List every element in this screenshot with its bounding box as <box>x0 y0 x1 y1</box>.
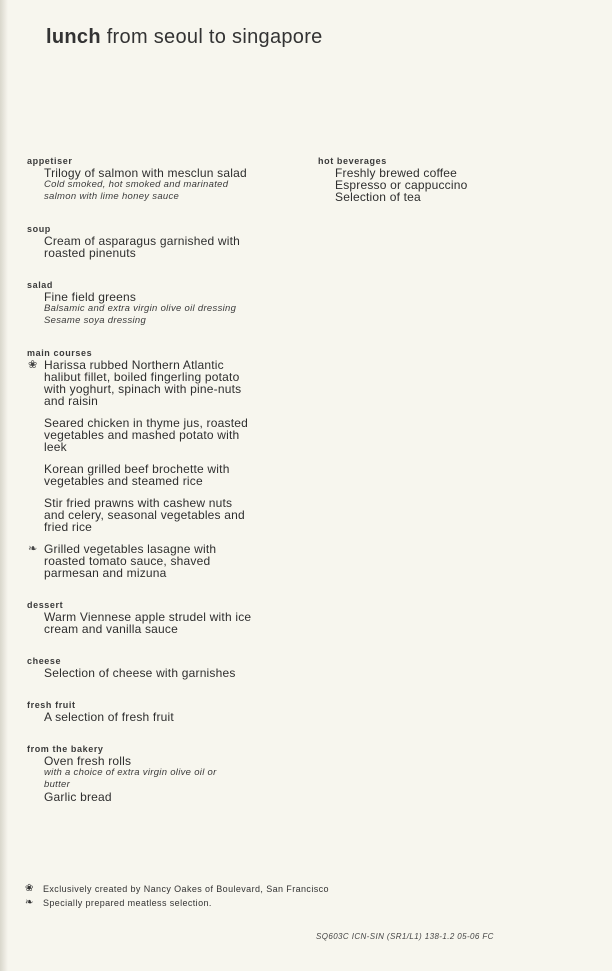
footnote <box>25 882 329 896</box>
section-items <box>27 711 312 723</box>
section-heading: dessert <box>27 600 64 610</box>
section-items <box>27 611 312 635</box>
dish-name: Selection of tea <box>335 190 421 204</box>
footnote <box>25 896 329 910</box>
menu-left-column <box>27 156 312 824</box>
section-heading: main courses <box>27 348 93 358</box>
dish-description: Balsamic and extra virgin olive oil dressing <box>44 303 237 314</box>
dish-name: Freshly brewed coffee <box>335 166 458 180</box>
dish-name: Trilogy of salmon with mesclun salad <box>44 166 247 180</box>
section-items <box>27 667 312 679</box>
section-heading: from the bakery <box>27 744 104 754</box>
dish-name: Fine field greens <box>44 290 137 304</box>
footnotes <box>25 882 329 910</box>
section-heading: cheese <box>27 656 62 666</box>
menu-item <box>44 463 312 487</box>
section-heading: hot beverages <box>318 156 387 166</box>
menu-title <box>46 26 323 49</box>
menu-item <box>44 417 312 453</box>
dish-name: Harissa rubbed Northern Atlantic <box>44 358 224 372</box>
section-items <box>27 291 312 327</box>
menu-section <box>27 744 312 803</box>
menu-item <box>44 497 312 533</box>
dish-name: roasted pinenuts <box>44 246 136 260</box>
menu-item <box>44 755 312 803</box>
dish-description: Sesame soya dressing <box>44 315 147 326</box>
menu-right-column <box>318 156 568 224</box>
menu-item <box>28 358 312 408</box>
section-items <box>318 167 568 203</box>
chef-icon: ❀ <box>25 883 34 894</box>
dish-name: A selection of fresh fruit <box>44 710 174 724</box>
section-items <box>27 359 312 579</box>
section-heading: salad <box>27 280 54 290</box>
menu-item <box>44 167 312 203</box>
section-items <box>27 755 312 803</box>
menu-section <box>318 156 568 203</box>
dish-name: Cream of asparagus garnished with <box>44 234 241 248</box>
leaf-icon: ❧ <box>25 897 34 908</box>
chef-icon: ❀ <box>28 359 38 371</box>
dish-name: leek <box>44 440 67 454</box>
leaf-icon: ❧ <box>28 543 38 555</box>
footnote-text: Specially prepared meatless selection. <box>43 898 212 908</box>
dish-description: salmon with lime honey sauce <box>44 191 180 202</box>
menu-section <box>27 600 312 635</box>
dish-name: Korean grilled beef brochette with <box>44 462 230 476</box>
dish-name: Grilled vegetables lasagne with <box>44 542 217 556</box>
menu-item <box>44 611 312 635</box>
menu-section <box>27 348 312 579</box>
menu-section <box>27 656 312 679</box>
dish-name: parmesan and mizuna <box>44 566 167 580</box>
dish-description: with a choice of extra virgin olive oil or <box>44 767 217 778</box>
dish-name: fried rice <box>44 520 93 534</box>
menu-code: SQ603C ICN-SIN (SR1/L1) 138-1.2 05-06 FC <box>316 932 494 941</box>
section-heading: soup <box>27 224 51 234</box>
menu-section <box>27 224 312 259</box>
section-heading: appetiser <box>27 156 73 166</box>
page-edge-shadow <box>0 0 8 971</box>
menu-item <box>44 667 312 679</box>
menu-item <box>335 167 568 203</box>
dish-name: Selection of cheese with garnishes <box>44 666 236 680</box>
dish-name: vegetables and steamed rice <box>44 474 203 488</box>
dish-name: Garlic bread <box>44 790 112 804</box>
dish-name: with yoghurt, spinach with pine-nuts <box>44 382 242 396</box>
section-items <box>27 167 312 203</box>
dish-name: cream and vanilla sauce <box>44 622 179 636</box>
menu-section <box>27 156 312 203</box>
menu-section <box>27 700 312 723</box>
menu-item <box>44 235 312 259</box>
dish-name: Warm Viennese apple strudel with ice <box>44 610 252 624</box>
dish-name: vegetables and mashed potato with <box>44 428 240 442</box>
dish-description: butter <box>44 779 71 790</box>
menu-title-rest: from seoul to singapore <box>100 26 323 48</box>
menu-item <box>44 291 312 327</box>
dish-name: and raisin <box>44 394 99 408</box>
dish-description: Cold smoked, hot smoked and marinated <box>44 179 229 190</box>
section-heading: fresh fruit <box>27 700 76 710</box>
dish-name: Oven fresh rolls <box>44 754 132 768</box>
footnote-text: Exclusively created by Nancy Oakes of Boulevard, San Francisco <box>43 884 329 894</box>
dish-name: Espresso or cappuccino <box>335 178 468 192</box>
dish-name: halibut fillet, boiled fingerling potato <box>44 370 240 384</box>
dish-name: Seared chicken in thyme jus, roasted <box>44 416 248 430</box>
menu-item <box>28 542 312 580</box>
dish-name: Stir fried prawns with cashew nuts <box>44 496 233 510</box>
section-items <box>27 235 312 259</box>
menu-title-bold: lunch <box>46 26 101 48</box>
dish-name: and celery, seasonal vegetables and <box>44 508 245 522</box>
menu-section <box>27 280 312 327</box>
menu-item <box>44 711 312 723</box>
dish-name: roasted tomato sauce, shaved <box>44 554 211 568</box>
